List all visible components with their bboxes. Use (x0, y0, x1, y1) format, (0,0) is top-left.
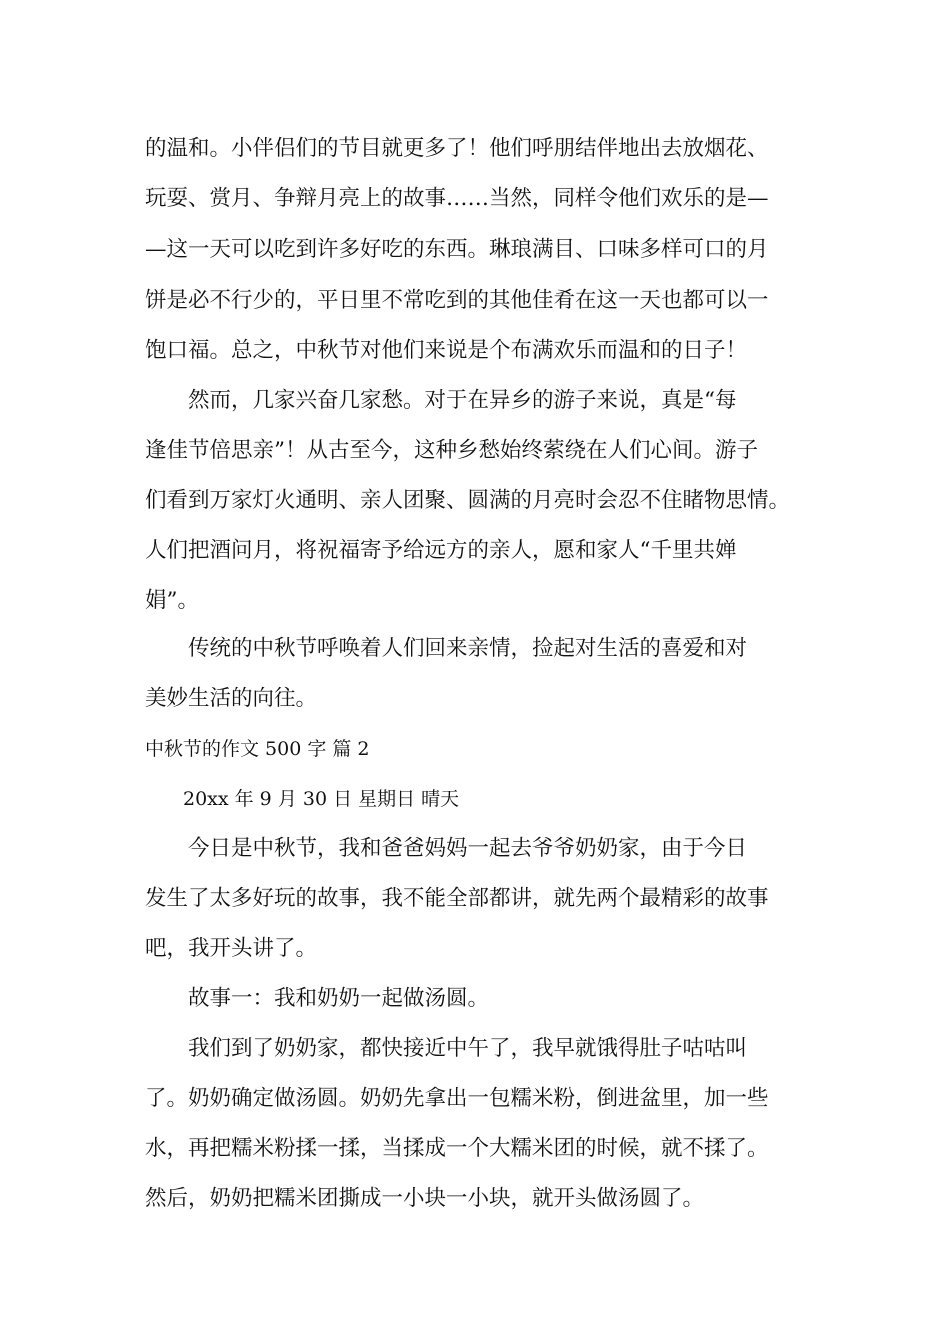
text-line-2: 玩耍、赏月、争辩月亮上的故事……当然，同样令他们欢乐的是— (145, 186, 769, 211)
text-line-22: 然后，奶奶把糯米团撕成一小块一小块，就开头做汤圆了。 (145, 1186, 705, 1211)
text-line-7: 逢佳节倍思亲”！从古至今，这种乡愁始终萦绕在人们心间。游子 (145, 438, 758, 463)
text-line-10: 娟”。 (145, 588, 199, 613)
text-line-11: 传统的中秋节呼唤着人们回来亲情，捡起对生活的喜爱和对 (145, 636, 748, 661)
date-line: 20xx 年 9 月 30 日 星期日 晴天 (145, 788, 460, 810)
text-line-8: 们看到万家灯火通明、亲人团聚、圆满的月亮时会忍不住睹物思情。 (145, 488, 791, 513)
text-line-1: 的温和。小伴侣们的节目就更多了！他们呼朋结伴地出去放烟花、 (145, 136, 769, 161)
text-line-12: 美妙生活的向往。 (145, 686, 318, 711)
text-line-15: 今日是中秋节，我和爸爸妈妈一起去爷爷奶奶家，由于今日 (145, 836, 748, 861)
text-line-20: 了。奶奶确定做汤圆。奶奶先拿出一包糯米粉，倒进盆里，加一些 (145, 1086, 769, 1111)
text-line-6: 然而，几家兴奋几家愁。对于在异乡的游子来说，真是“每 (145, 388, 737, 413)
section-heading: 中秋节的作文 500 字 篇 2 (145, 738, 370, 760)
text-line-3: —这一天可以吃到许多好吃的东西。琳琅满目、口味多样可口的月 (145, 237, 769, 262)
text-line-4: 饼是必不行少的，平日里不常吃到的其他佳肴在这一天也都可以一 (145, 288, 769, 313)
text-line-16: 发生了太多好玩的故事，我不能全部都讲，就先两个最精彩的故事 (145, 886, 769, 911)
text-line-18: 故事一：我和奶奶一起做汤圆。 (145, 986, 490, 1011)
text-line-17: 吧，我开头讲了。 (145, 936, 318, 961)
text-line-9: 人们把酒问月，将祝福寄予给远方的亲人，愿和家人“千里共婵 (145, 538, 737, 563)
text-line-5: 饱口福。总之，中秋节对他们来说是个布满欢乐而温和的日子！ (145, 338, 748, 363)
text-line-19: 我们到了奶奶家，都快接近中午了，我早就饿得肚子咕咕叫 (145, 1036, 748, 1061)
text-line-21: 水，再把糯米粉揉一揉，当揉成一个大糯米团的时候，就不揉了。 (145, 1136, 769, 1161)
